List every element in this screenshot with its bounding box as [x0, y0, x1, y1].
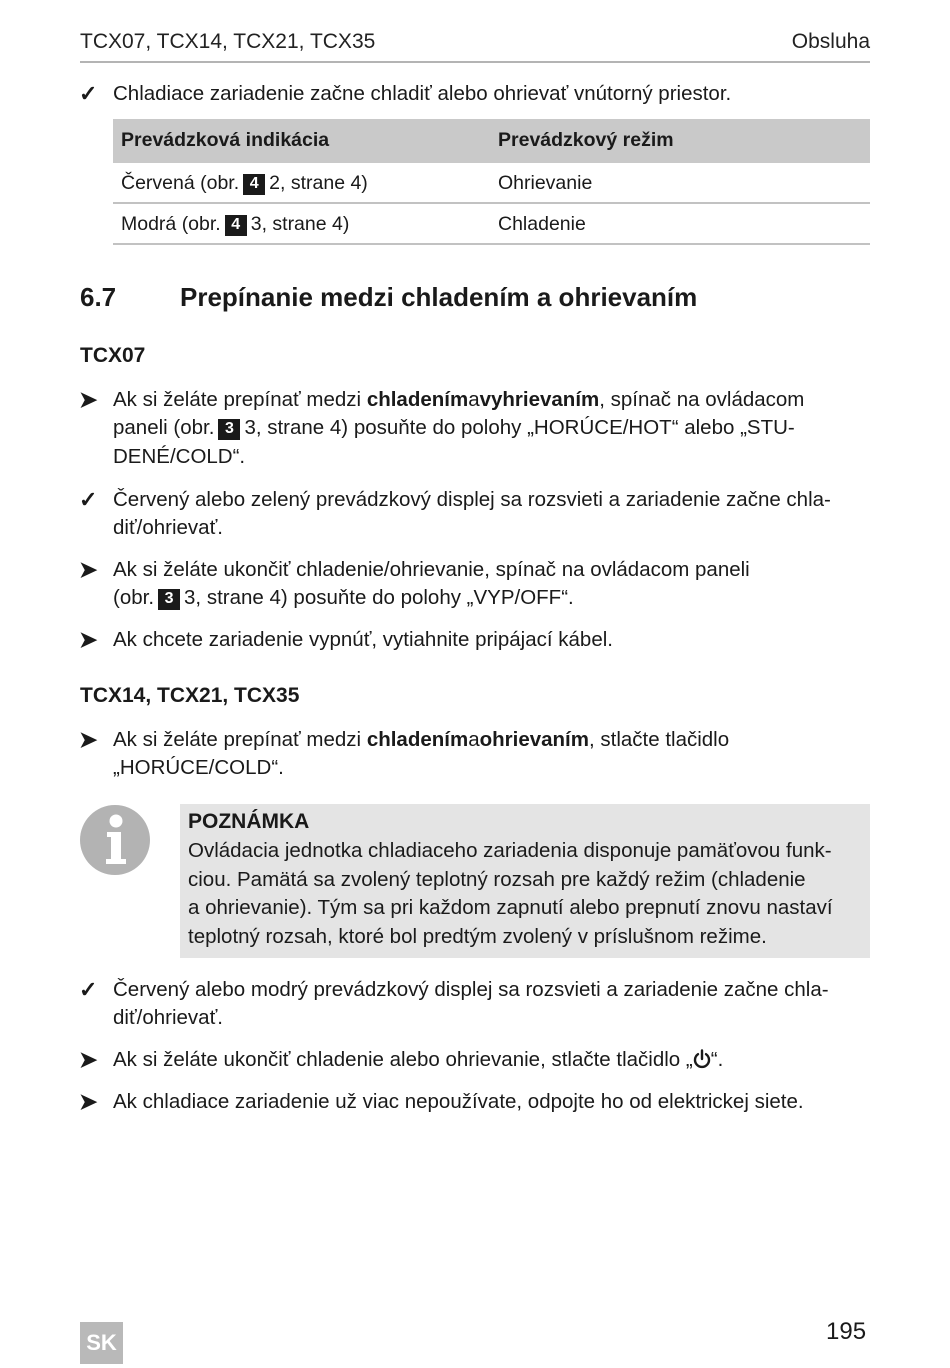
- bold-text: ohrievaním: [479, 728, 589, 751]
- header-divider: [80, 61, 870, 63]
- figure-ref-badge: 4: [225, 215, 247, 236]
- text: Ak si želáte prepínať medzi: [113, 388, 367, 411]
- section-title: Prepínanie medzi chladením a ohrievaním: [180, 282, 698, 312]
- table-header-mode: Prevádzkový režim: [498, 129, 674, 151]
- page-number: 195: [826, 1318, 867, 1345]
- instruction-line: [113, 1046, 863, 1075]
- instruction-line: Ak si želáte ukončiť chladenie/ohrievanie, spínač na ovládacom paneli: [113, 558, 750, 581]
- arrow-mark: ➤: [79, 627, 98, 652]
- arrow-mark: ➤: [79, 557, 98, 582]
- text: 3, strane 4) posuňte do polohy „VYP/OFF“.: [184, 586, 574, 609]
- instruction-line: [113, 584, 863, 613]
- result-line: diť/ohrievať.: [113, 1006, 223, 1029]
- figure-ref-badge: 3: [218, 419, 240, 440]
- text: , spínač na ovládacom: [599, 388, 805, 411]
- bold-text: chladením: [366, 388, 469, 411]
- text: Ak si želáte ukončiť chladenie alebo ohrievanie, stlačte tlačidlo „: [113, 1048, 693, 1071]
- instruction-line: [113, 414, 863, 443]
- result-line: Červený alebo modrý prevádzkový displej sa rozsvieti a zariadenie začne chla-: [113, 978, 829, 1001]
- instruction-line: „HORÚCE/COLD“.: [113, 756, 284, 779]
- running-header-models: TCX07, TCX14, TCX21, TCX35: [80, 30, 376, 53]
- text: (obr.: [113, 586, 155, 609]
- arrow-mark: ➤: [79, 727, 98, 752]
- note-line: teplotný rozsah, ktoré bol predtým zvolený v príslušnom režime.: [188, 924, 767, 948]
- text: a: [468, 728, 480, 751]
- running-header-chapter: Obsluha: [791, 30, 870, 53]
- cell-text: 2, strane 4): [269, 172, 368, 194]
- check-mark: ✓: [79, 487, 98, 512]
- table-row: [113, 204, 870, 245]
- table-cell-indicator: [121, 172, 368, 195]
- arrow-mark: ➤: [79, 1047, 98, 1072]
- table-cell-mode: Chladenie: [498, 213, 586, 235]
- instruction-line: [113, 386, 863, 415]
- note-line: a ohrievanie). Tým sa pri každom zapnutí alebo prepnutí znovu nastaví: [188, 896, 833, 919]
- text: paneli (obr.: [113, 416, 215, 439]
- table-cell-mode: Ohrievanie: [498, 172, 593, 194]
- instruction-line: DENÉ/COLD“.: [113, 445, 246, 468]
- cell-text: 3, strane 4): [250, 213, 350, 235]
- cell-text: Červená (obr.: [121, 172, 240, 194]
- check-mark: ✓: [79, 81, 98, 106]
- table-header-row: [113, 119, 870, 163]
- intro-text: Chladiace zariadenie začne chladiť alebo ohrievať vnútorný priestor.: [113, 82, 732, 105]
- figure-ref-badge: 3: [158, 589, 180, 610]
- note-box: [180, 804, 870, 958]
- result-line: diť/ohrievať.: [113, 516, 223, 539]
- text: a: [468, 388, 480, 411]
- text: Ak si želáte prepínať medzi: [113, 728, 367, 751]
- instruction-line: Ak chladiace zariadenie už viac nepoužívate, odpojte ho od elektrickej siete.: [113, 1090, 804, 1113]
- bold-text: chladením: [366, 728, 469, 751]
- text: , stlačte tlačidlo: [588, 728, 730, 751]
- power-icon: [693, 1049, 711, 1069]
- result-line: Červený alebo zelený prevádzkový displej sa rozsvieti a zariadenie začne chla-: [113, 488, 831, 511]
- cell-text: Modrá (obr.: [121, 213, 221, 235]
- bold-text: vyhrievaním: [479, 388, 600, 411]
- table-header-indicator: Prevádzková indikácia: [121, 129, 330, 151]
- text: “.: [710, 1048, 724, 1071]
- section-number: 6.7: [80, 282, 117, 312]
- note-line: ciou. Pamätá sa zvolený teplotný rozsah pre každý režim (chladenie: [188, 867, 806, 891]
- note-text: [188, 837, 864, 951]
- note-line: Ovládacia jednotka chladiaceho zariadenia disponuje pamäťovou funk-: [188, 839, 832, 862]
- instruction-line: [113, 726, 863, 755]
- info-icon: [79, 804, 151, 876]
- instruction-line: Ak chcete zariadenie vypnúť, vytiahnite pripájací kábel.: [113, 628, 613, 651]
- text: 3, strane 4) posuňte do polohy „HORÚCE/HOT“ alebo „STU-: [244, 416, 795, 439]
- table-cell-indicator: [121, 213, 349, 236]
- note-title: POZNÁMKA: [188, 810, 310, 833]
- subheading-tcx07: TCX07: [80, 344, 146, 367]
- table-row: [113, 163, 870, 204]
- language-badge: SK: [80, 1322, 123, 1364]
- figure-ref-badge: 4: [243, 174, 265, 195]
- subheading-tcx14-21-35: TCX14, TCX21, TCX35: [80, 684, 300, 707]
- operation-indicator-table: [113, 119, 870, 245]
- check-mark: ✓: [79, 977, 98, 1002]
- arrow-mark: ➤: [79, 1089, 98, 1114]
- arrow-mark: ➤: [79, 387, 98, 412]
